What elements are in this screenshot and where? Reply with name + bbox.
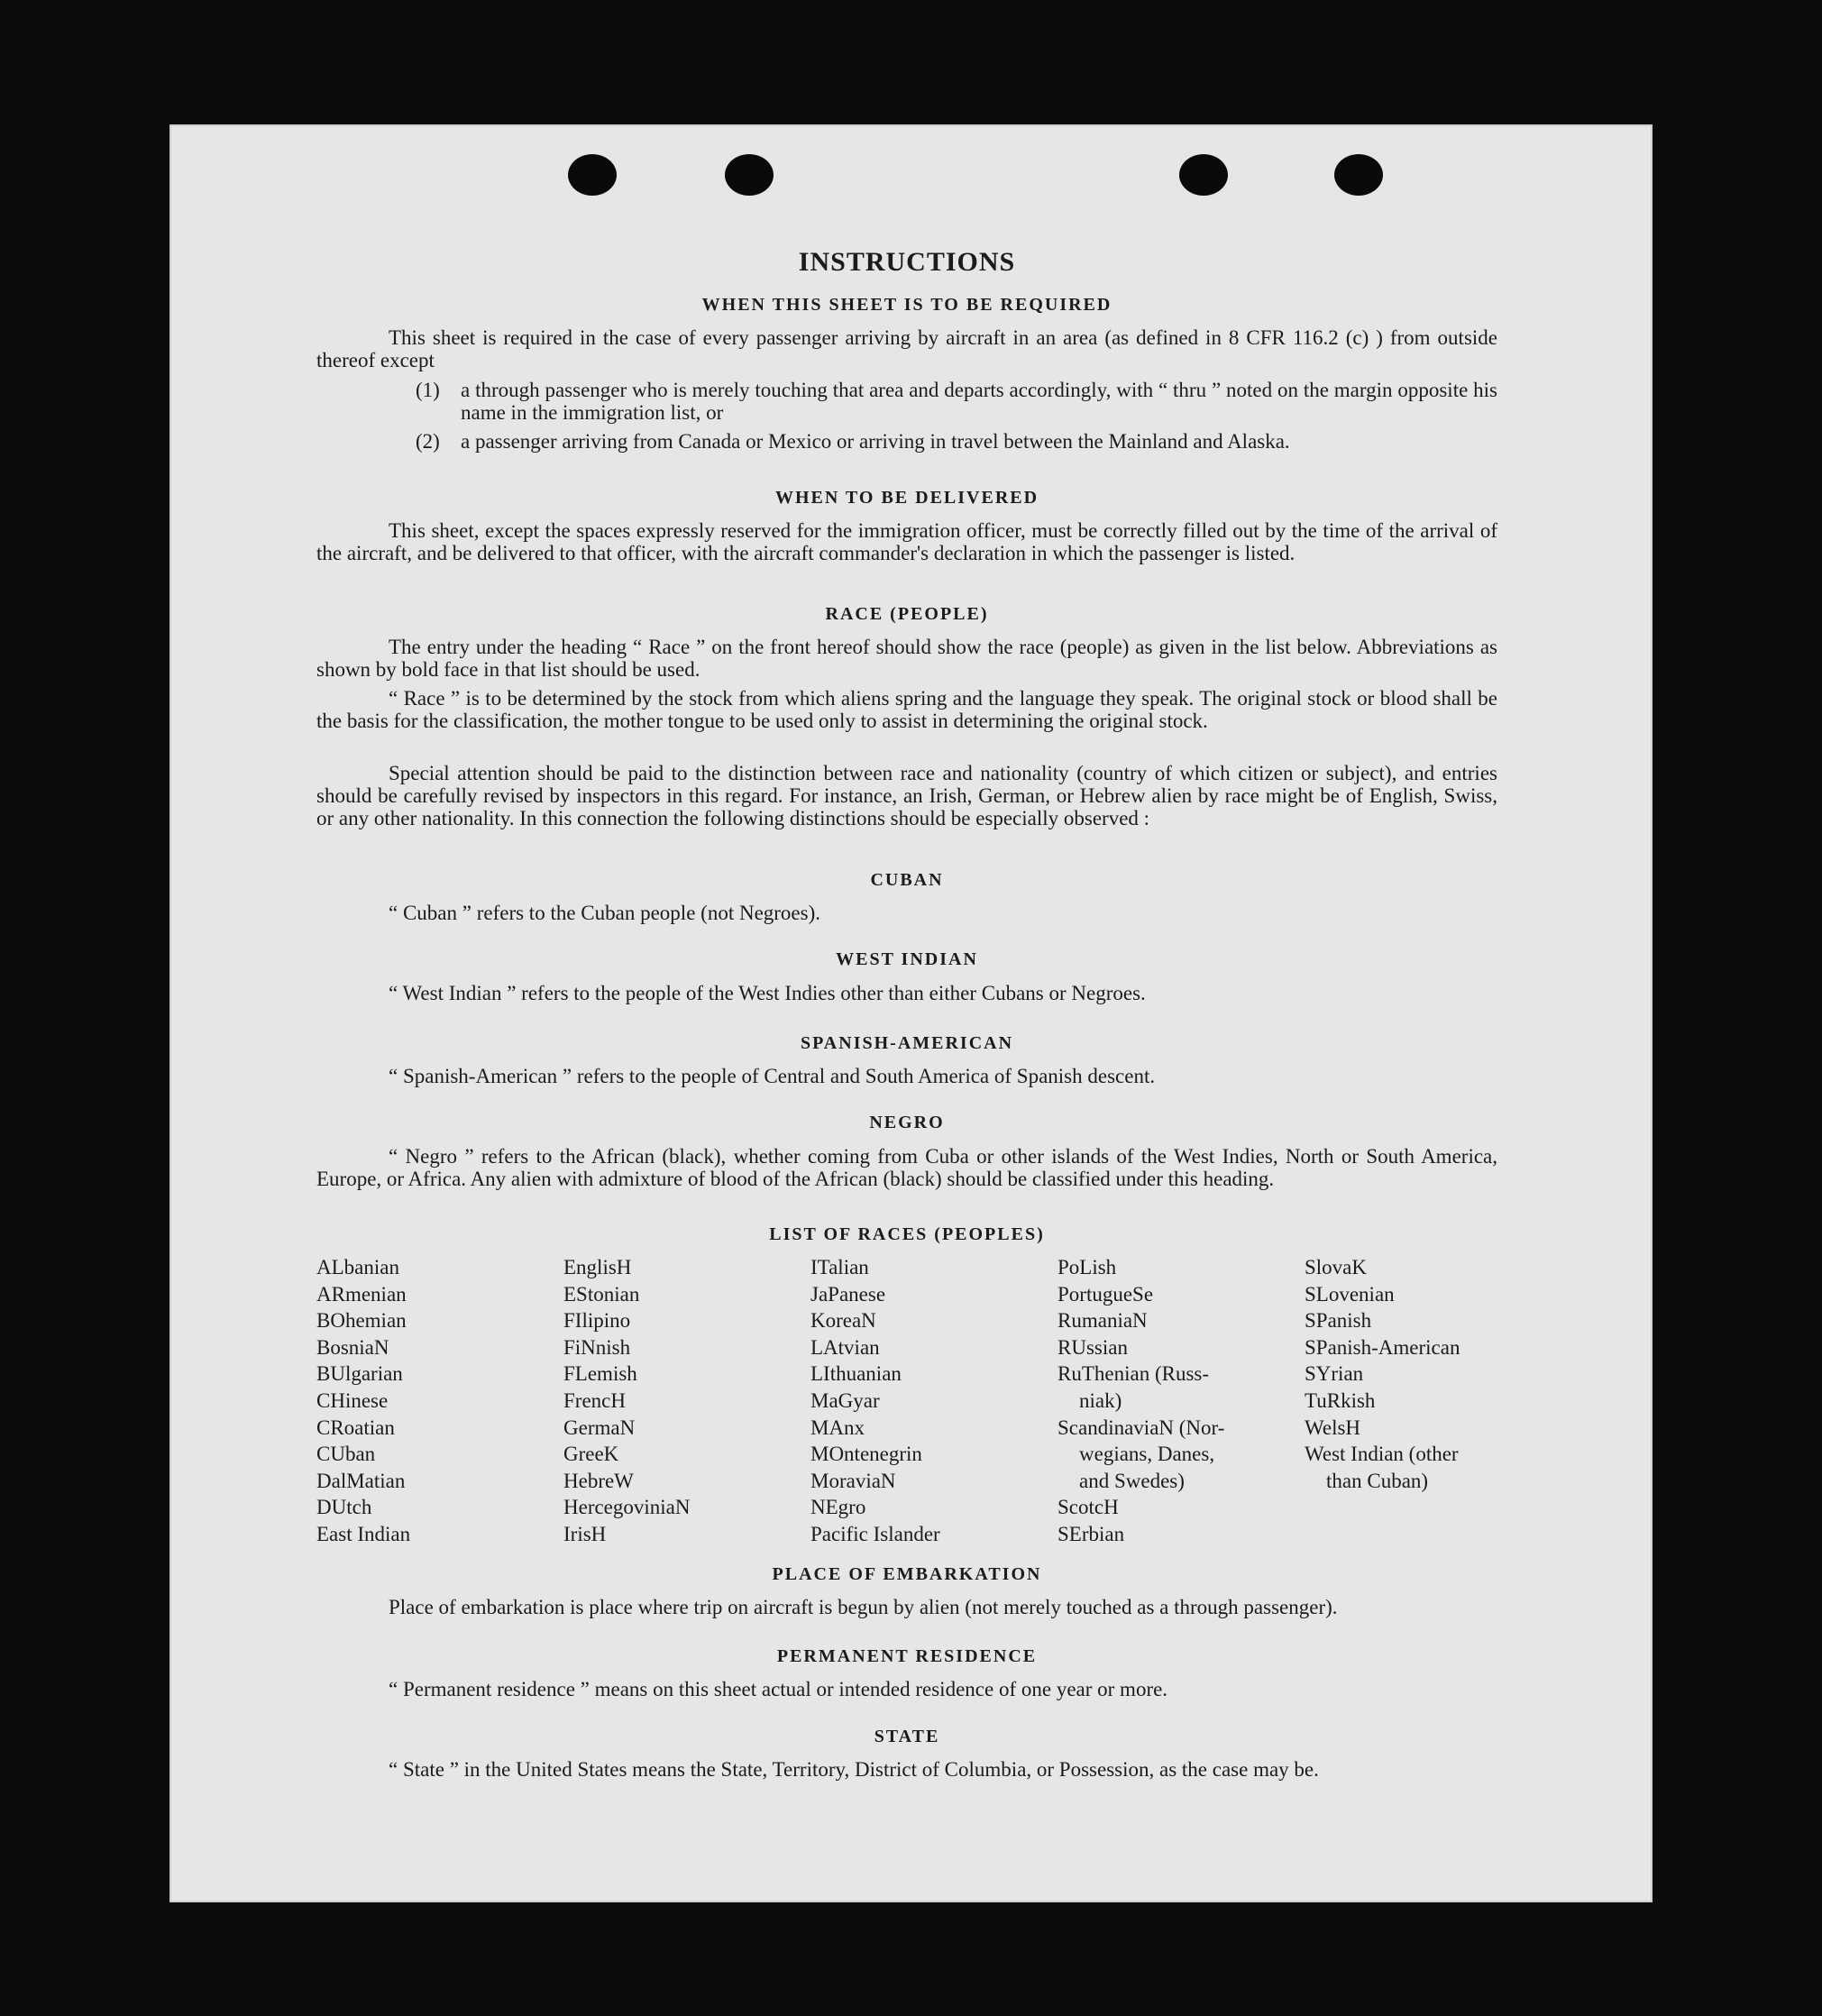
- race-paragraph-1: The entry under the heading “ Race ” on the front hereof should show the race (people) as given in the list below. Abbreviations as shown by bold face in that list should be used.: [316, 636, 1497, 681]
- exception-item: [416, 430, 1497, 453]
- race-entry: IrisH: [563, 1522, 607, 1545]
- race-entry: GreeK: [563, 1443, 619, 1466]
- race-entry: GermaN: [563, 1416, 636, 1439]
- heading-state: STATE: [874, 1727, 940, 1746]
- race-entry: FiNnish: [563, 1335, 631, 1359]
- race-entry: SLovenian: [1305, 1282, 1395, 1306]
- race-paragraph-3: Special attention should be paid to the distinction between race and nationality (country of which citizen or subject), and entries should be carefully revised by inspectors in this regard. For instance, an Irish, German, or Hebrew alien by race might be of English, Swiss, or any other nationality. In this connection the following distinctions should be especially observed :: [316, 762, 1497, 829]
- race-entry: than Cuban): [1326, 1469, 1429, 1492]
- race-entry: CRoatian: [316, 1416, 395, 1439]
- race-entry: MOntenegrin: [810, 1443, 922, 1466]
- race-entry: LAtvian: [810, 1335, 880, 1359]
- race-entry: MaGyar: [810, 1388, 880, 1412]
- exception-number: (2): [416, 430, 440, 453]
- race-entry: SErbian: [1057, 1522, 1125, 1545]
- race-entry: DUtch: [316, 1496, 372, 1519]
- race-entry: West Indian (other: [1305, 1443, 1459, 1466]
- heading-race: RACE (PEOPLE): [825, 604, 989, 624]
- race-entry: niak): [1079, 1388, 1122, 1412]
- race-entry: and Swedes): [1079, 1469, 1185, 1492]
- race-entry: FIlipino: [563, 1309, 631, 1333]
- race-entry: HercegoviniaN: [563, 1496, 691, 1519]
- race-entry: RuThenian (Russ-: [1057, 1362, 1210, 1386]
- race-entry: FrencH: [563, 1388, 626, 1412]
- race-entry: BOhemian: [316, 1309, 407, 1333]
- race-entry: RUssian: [1057, 1335, 1128, 1359]
- race-entry: HebreW: [563, 1469, 634, 1492]
- race-entry: ITalian: [810, 1256, 869, 1278]
- race-entry: SPanish: [1305, 1309, 1372, 1333]
- page-title: INSTRUCTIONS: [798, 247, 1016, 277]
- exception-item: [416, 379, 1497, 424]
- races-column: [1057, 1254, 1287, 1548]
- heading-when-required: WHEN THIS SHEET IS TO BE REQUIRED: [701, 295, 1112, 315]
- race-entry: East Indian: [316, 1522, 411, 1545]
- embarkation-text: Place of embarkation is place where trip on aircraft is begun by alien (not merely touched as a through passenger).: [389, 1596, 1338, 1618]
- punch-hole: [725, 154, 774, 196]
- heading-cuban: CUBAN: [870, 870, 944, 890]
- state-text: “ State ” in the United States means the State, Territory, District of Columbia, or Possession, as the case may be.: [389, 1758, 1319, 1781]
- race-entry: ARmenian: [316, 1282, 407, 1306]
- race-entry: ScotcH: [1057, 1496, 1119, 1519]
- race-paragraph-2: “ Race ” is to be determined by the stock from which aliens spring and the language they speak. The original stock or blood shall be the basis for the classification, the mother tongue to be used only to assist in determining the original stock.: [316, 687, 1497, 732]
- race-entry: RumaniaN: [1057, 1309, 1148, 1333]
- race-entry: CUban: [316, 1443, 376, 1466]
- races-column: [316, 1254, 546, 1548]
- race-entry: JaPanese: [810, 1282, 886, 1306]
- race-entry: ScandinaviaN (Nor-: [1057, 1416, 1225, 1439]
- race-entry: wegians, Danes,: [1079, 1443, 1215, 1466]
- race-entry: LIthuanian: [810, 1362, 902, 1386]
- heading-west-indian: WEST INDIAN: [836, 949, 978, 969]
- race-entry: SYrian: [1305, 1362, 1364, 1386]
- heading-permanent-residence: PERMANENT RESIDENCE: [776, 1646, 1038, 1666]
- residence-text: “ Permanent residence ” means on this sheet actual or intended residence of one year or more.: [389, 1678, 1168, 1700]
- punch-hole: [568, 154, 617, 196]
- negro-text: “ Negro ” refers to the African (black), whether coming from Cuba or other islands of the West Indies, North or South America, Europe, or Africa. Any alien with admixture of blood of the African (black) should be classified under this heading.: [316, 1145, 1497, 1190]
- race-entry: WelsH: [1305, 1416, 1361, 1439]
- races-column: [563, 1254, 793, 1548]
- heading-list-of-races: LIST OF RACES (PEOPLES): [769, 1224, 1045, 1244]
- race-entry: KoreaN: [810, 1309, 876, 1333]
- race-entry: DalMatian: [316, 1469, 406, 1492]
- exception-text: a through passenger who is merely touching that area and departs accordingly, with “ thru ” noted on the margin opposite his name in the immigration list, or: [461, 379, 1497, 424]
- exception-number: (1): [416, 379, 440, 401]
- race-entry: BUlgarian: [316, 1362, 403, 1386]
- race-entry: SPanish-American: [1305, 1335, 1460, 1359]
- punch-hole: [1334, 154, 1383, 196]
- race-entry: FLemish: [563, 1362, 637, 1386]
- exception-text: a passenger arriving from Canada or Mexico or arriving in travel between the Mainland and Alaska.: [461, 430, 1290, 453]
- race-entry: EStonian: [563, 1282, 640, 1306]
- race-entry: PoLish: [1057, 1256, 1117, 1278]
- race-entry: PortugueSe: [1057, 1282, 1154, 1306]
- race-entry: Pacific Islander: [810, 1522, 940, 1545]
- heading-negro: NEGRO: [869, 1113, 945, 1132]
- races-column: [1305, 1254, 1534, 1494]
- race-entry: NEgro: [810, 1496, 866, 1519]
- when-required-intro: This sheet is required in the case of every passenger arriving by aircraft in an area (as defined in 8 CFR 116.2 (c) ) from outside thereof except: [316, 326, 1497, 371]
- race-entry: SlovaK: [1305, 1256, 1367, 1278]
- heading-embarkation: PLACE OF EMBARKATION: [772, 1564, 1042, 1584]
- heading-spanish-american: SPANISH-AMERICAN: [800, 1033, 1014, 1053]
- punch-hole: [1179, 154, 1228, 196]
- race-entry: MAnx: [810, 1416, 865, 1439]
- west-indian-text: “ West Indian ” refers to the people of the West Indies other than either Cubans or Negroes.: [389, 982, 1146, 1004]
- document-sheet: [169, 124, 1653, 1902]
- cuban-text: “ Cuban ” refers to the Cuban people (not Negroes).: [389, 902, 821, 924]
- heading-when-delivered: WHEN TO BE DELIVERED: [774, 488, 1039, 508]
- spanish-american-text: “ Spanish-American ” refers to the people of Central and South America of Spanish descent.: [389, 1065, 1156, 1087]
- race-entry: CHinese: [316, 1388, 389, 1412]
- race-entry: EnglisH: [563, 1256, 632, 1278]
- race-entry: BosniaN: [316, 1335, 389, 1359]
- when-delivered-text: This sheet, except the spaces expressly reserved for the immigration officer, must be correctly filled out by the time of the arrival of the aircraft, and be delivered to that officer, with the aircraft commander's declaration in which the passenger is listed.: [316, 519, 1497, 564]
- races-column: [810, 1254, 1040, 1548]
- race-entry: MoraviaN: [810, 1469, 896, 1492]
- race-entry: TuRkish: [1305, 1388, 1376, 1412]
- race-entry: ALbanian: [316, 1256, 399, 1278]
